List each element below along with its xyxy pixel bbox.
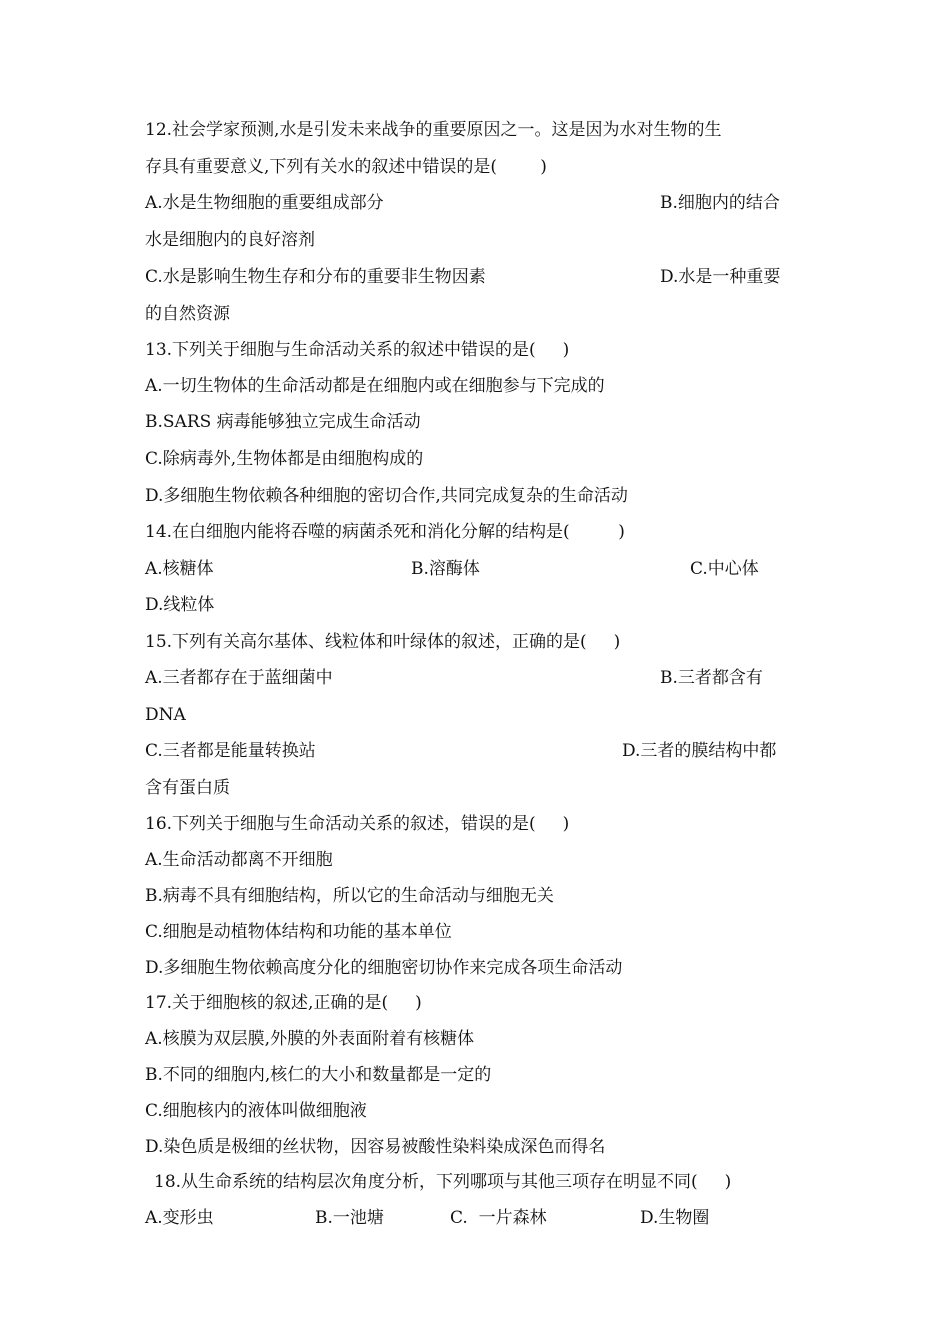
q18-option-d: D.生物圈 xyxy=(640,1208,710,1228)
q12-option-c: C.水是影响生物生存和分布的重要非生物因素 xyxy=(145,267,486,287)
q16-option-a: A.生命活动都离不开细胞 xyxy=(145,850,333,870)
q14-stem: 14.在白细胞内能将吞噬的病菌杀死和消化分解的结构是( ) xyxy=(145,522,625,542)
q18-option-b: B.一池塘 xyxy=(315,1208,384,1228)
q15-option-b-head: B.三者都含有 xyxy=(660,668,763,688)
q15-option-d-tail: 含有蛋白质 xyxy=(145,778,230,798)
q16-stem: 16.下列关于细胞与生命活动关系的叙述，错误的是( ) xyxy=(145,814,570,834)
q12-stem-line1: 12.社会学家预测,水是引发未来战争的重要原因之一。这是因为水对生物的生 xyxy=(145,120,722,140)
q17-option-c: C.细胞核内的液体叫做细胞液 xyxy=(145,1101,367,1121)
q15-option-a: A.三者都存在于蓝细菌中 xyxy=(145,668,333,688)
q13-option-c: C.除病毒外,生物体都是由细胞构成的 xyxy=(145,449,424,469)
q14-option-b: B.溶酶体 xyxy=(411,559,480,579)
q15-stem: 15.下列有关高尔基体、线粒体和叶绿体的叙述，正确的是( ) xyxy=(145,632,621,652)
q17-option-b: B.不同的细胞内,核仁的大小和数量都是一定的 xyxy=(145,1065,492,1085)
q15-option-b-tail: DNA xyxy=(145,705,186,725)
q15-option-d-head: D.三者的膜结构中都 xyxy=(622,741,777,761)
q14-option-d: D.线粒体 xyxy=(145,595,215,615)
q18-option-c: C. 一片森林 xyxy=(450,1208,547,1228)
q13-option-d: D.多细胞生物依赖各种细胞的密切合作,共同完成复杂的生命活动 xyxy=(145,486,628,506)
q12-stem-line2: 存具有重要意义,下列有关水的叙述中错误的是( ) xyxy=(145,157,547,177)
q17-option-a: A.核膜为双层膜,外膜的外表面附着有核糖体 xyxy=(145,1029,475,1049)
q14-option-c: C.中心体 xyxy=(690,559,759,579)
q12-option-d-tail: 的自然资源 xyxy=(145,304,230,324)
q14-option-a: A.核糖体 xyxy=(145,559,214,579)
q16-option-d: D.多细胞生物依赖高度分化的细胞密切协作来完成各项生命活动 xyxy=(145,958,623,978)
q13-option-a: A.一切生物体的生命活动都是在细胞内或在细胞参与下完成的 xyxy=(145,376,605,396)
q12-option-b-tail: 水是细胞内的良好溶剂 xyxy=(145,230,315,250)
q17-stem: 17.关于细胞核的叙述,正确的是( ) xyxy=(145,993,422,1013)
q16-option-b: B.病毒不具有细胞结构，所以它的生命活动与细胞无关 xyxy=(145,886,554,906)
q12-option-b-head: B.细胞内的结合 xyxy=(660,193,780,213)
q13-stem: 13.下列关于细胞与生命活动关系的叙述中错误的是( ) xyxy=(145,340,570,360)
q12-option-d-head: D.水是一种重要 xyxy=(660,267,781,287)
q15-option-c: C.三者都是能量转换站 xyxy=(145,741,316,761)
q18-stem: 18.从生命系统的结构层次角度分析，下列哪项与其他三项存在明显不同( ) xyxy=(154,1172,732,1192)
q16-option-c: C.细胞是动植物体结构和功能的基本单位 xyxy=(145,922,452,942)
q12-option-a: A.水是生物细胞的重要组成部分 xyxy=(145,193,384,213)
q13-option-b: B.SARS 病毒能够独立完成生命活动 xyxy=(145,412,421,432)
q18-option-a: A.变形虫 xyxy=(145,1208,214,1228)
q17-option-d: D.染色质是极细的丝状物，因容易被酸性染料染成深色而得名 xyxy=(145,1137,606,1157)
